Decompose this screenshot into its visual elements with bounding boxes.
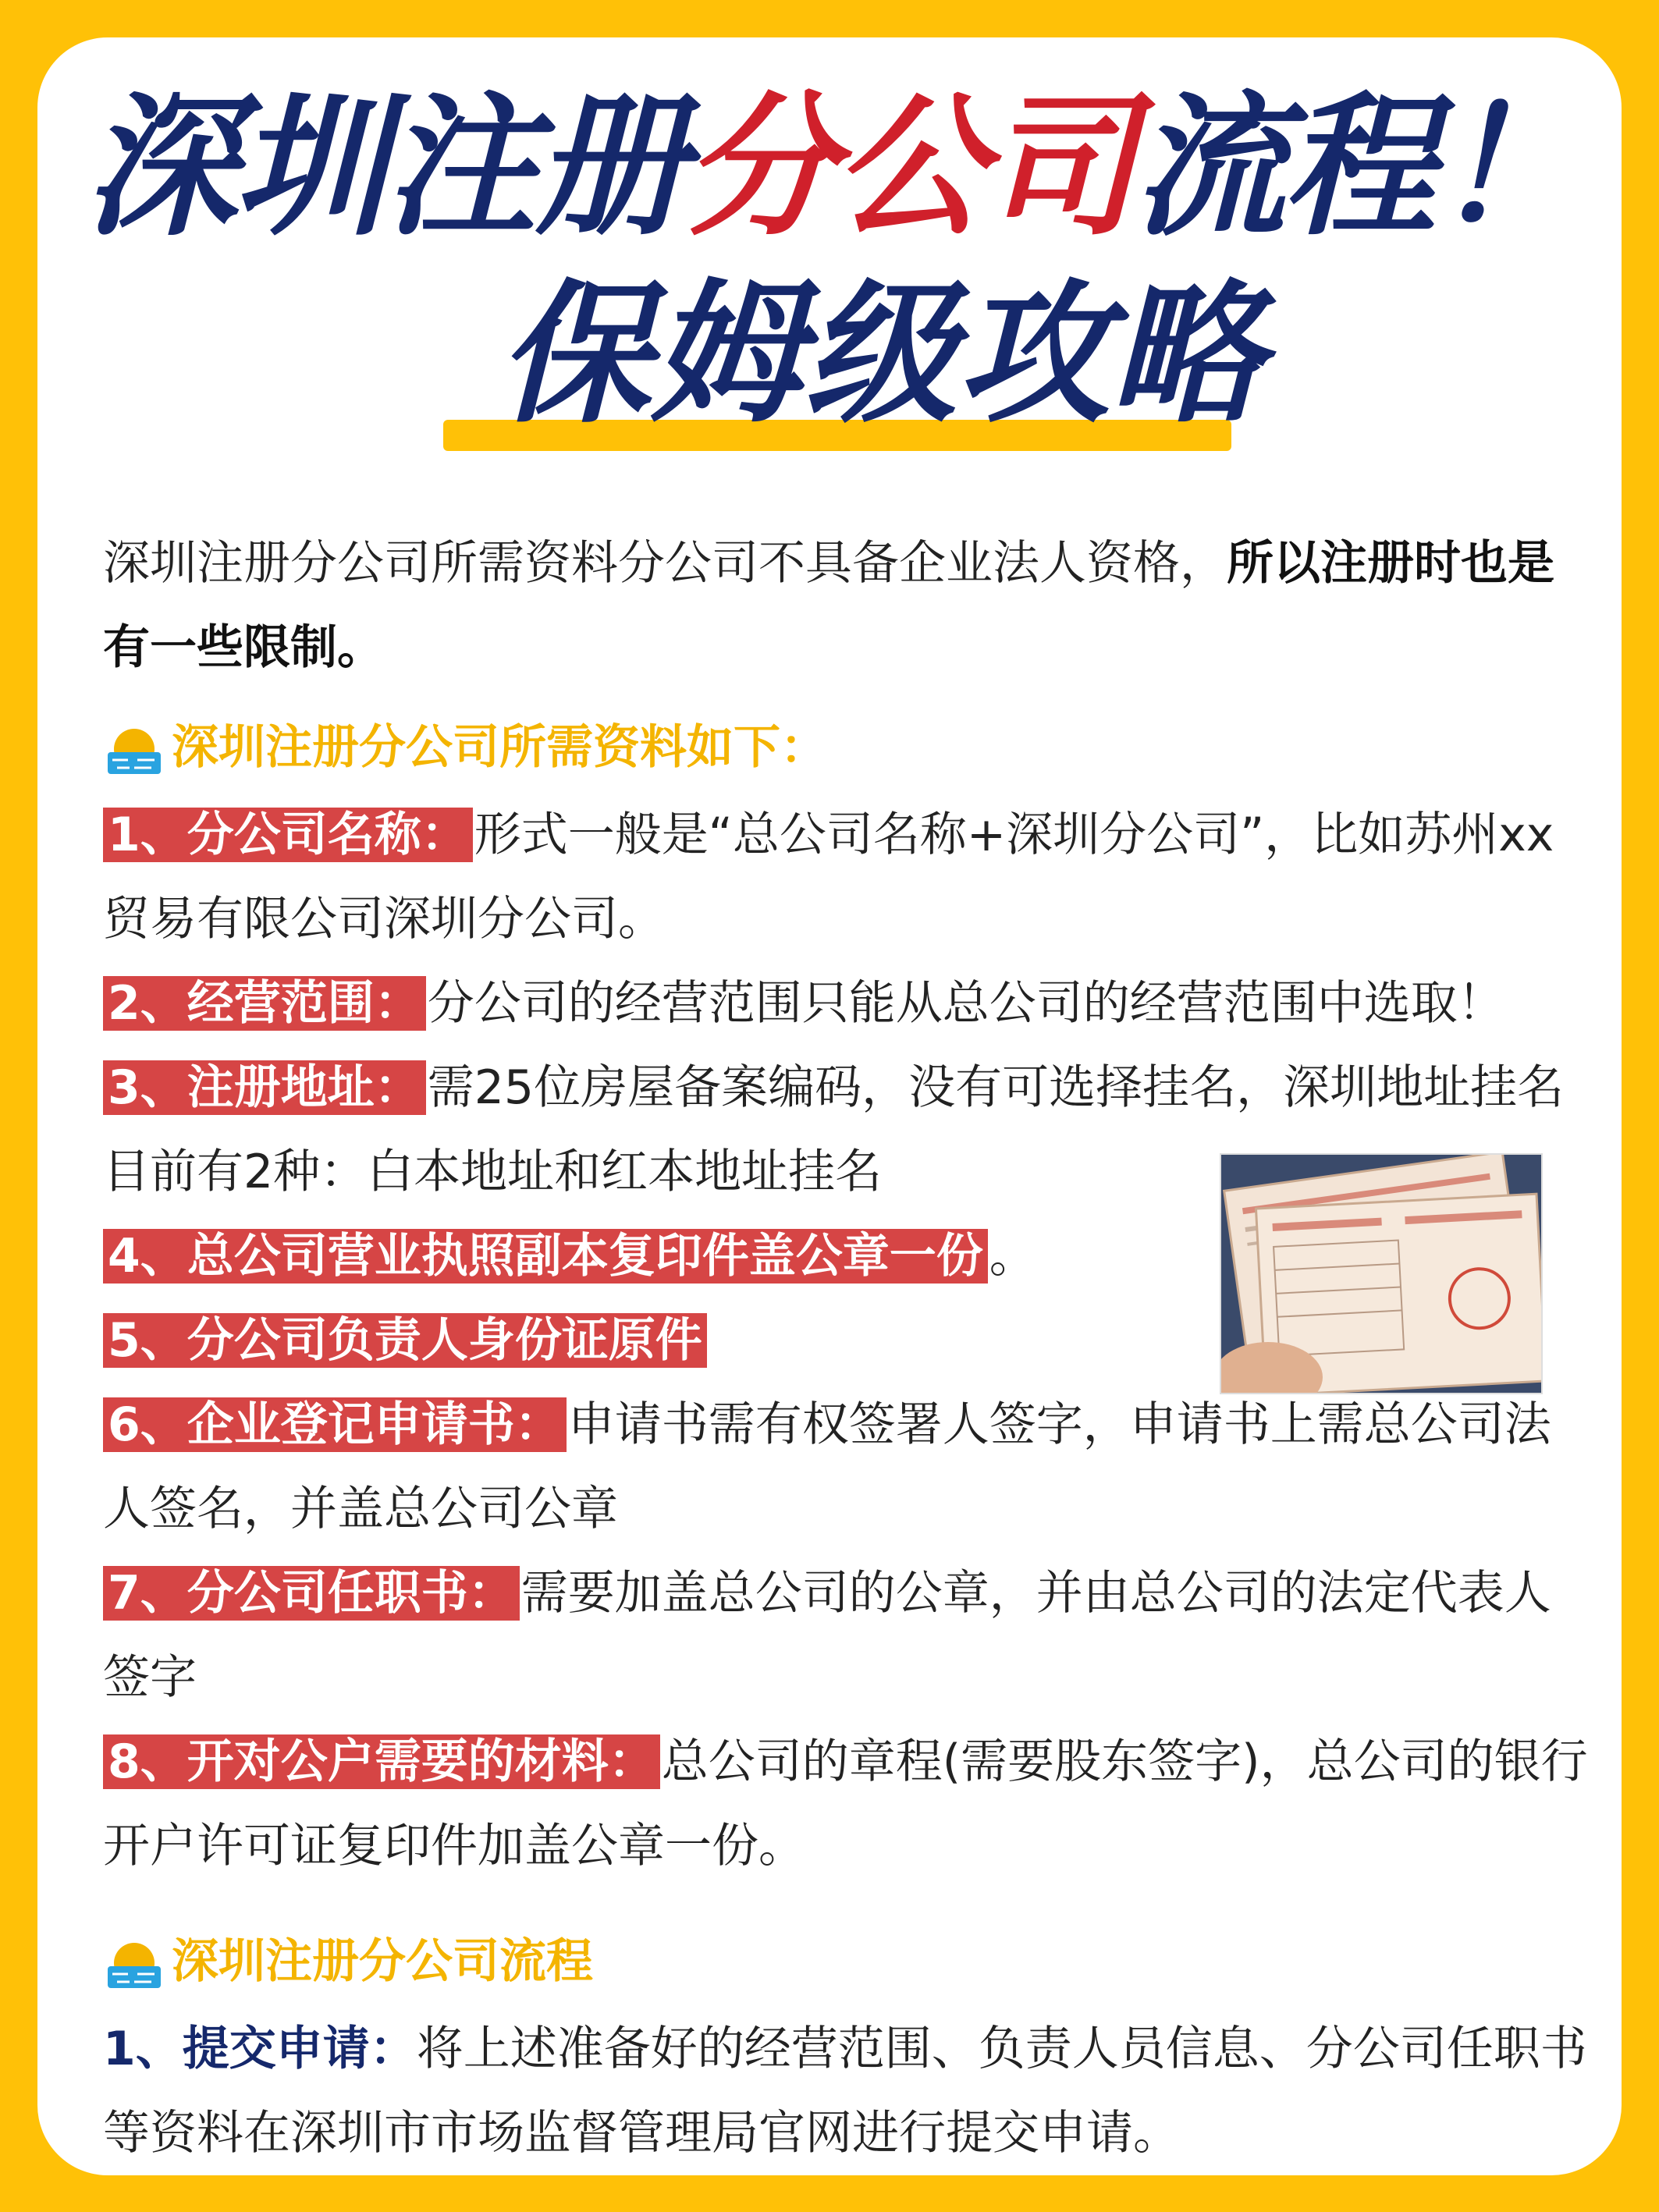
main-title-line2-wrap [443, 266, 1263, 444]
requirement-item-5 [103, 1298, 1593, 1383]
requirement-label: 2、经营范围： [103, 976, 426, 1031]
requirement-label: 8、开对公户需要的材料： [103, 1734, 660, 1789]
requirement-item-6 [103, 1383, 1593, 1551]
title-highlight: 分公司 [684, 79, 1134, 257]
requirement-text: 需25位房屋备案编码，没有可选择挂名，深圳地址挂名目前有2种：白本地址和红本地址挂名 [103, 1060, 1565, 1199]
process-step-1 [103, 2007, 1593, 2175]
requirement-text: 分公司的经营范围只能从总公司的经营范围中选取！ [427, 976, 1504, 1031]
main-title-line1 [84, 79, 1614, 257]
requirement-label: 7、分公司任职书： [103, 1566, 520, 1621]
section2-heading [103, 1919, 1593, 2004]
requirement-label: 6、企业登记申请书： [103, 1397, 567, 1452]
requirement-label: 3、注册地址： [103, 1060, 426, 1115]
section1-heading [103, 705, 1593, 790]
requirement-label: 4、总公司营业执照副本复印件盖公章一份 [103, 1229, 988, 1284]
title-part1: 深圳注册 [84, 79, 684, 257]
intro-bold-text: 所以注册时也是有一些限制。 [103, 536, 1554, 675]
requirement-text: 需要加盖总公司的公章，并由总公司的法定代表人签字 [103, 1566, 1551, 1705]
requirement-text: 总公司的章程(需要股东签字)，总公司的银行开户许可证复印件加盖公章一份。 [103, 1734, 1588, 1873]
sunset-icon [103, 1930, 165, 1993]
section1-heading-text: 深圳注册分公司所需资料如下： [172, 720, 827, 775]
process-step-label: 1、提交申请： [103, 2022, 417, 2076]
requirement-item-2 [103, 961, 1593, 1046]
requirement-item-8 [103, 1720, 1593, 1888]
content-card [37, 37, 1622, 2175]
requirement-item-4 [103, 1214, 1593, 1298]
requirement-label: 1、分公司名称： [103, 808, 473, 862]
main-title-line2: 保姆级攻略 [498, 266, 1263, 444]
requirement-text: 申请书需有权签署人签字，申请书上需总公司法人签名，并盖总公司公章 [103, 1397, 1551, 1536]
requirement-text: 形式一般是“总公司名称+深圳分公司”，比如苏州xx贸易有限公司深圳分公司。 [103, 808, 1554, 946]
title-part2: 流程！ [1133, 79, 1583, 257]
section2-heading-text: 深圳注册分公司流程 [172, 1934, 593, 1989]
intro-paragraph [103, 521, 1593, 690]
article-body [103, 521, 1593, 2175]
requirement-item-7 [103, 1551, 1593, 1720]
requirement-label: 5、分公司负责人身份证原件 [103, 1313, 707, 1368]
intro-text: 深圳注册分公司所需资料分公司不具备企业法人资格， [103, 536, 1227, 591]
requirement-text: 。 [989, 1229, 1036, 1284]
process-step-text: 将上述准备好的经营范围、负责人员信息、分公司任职书等资料在深圳市市场监督管理局官网进行提交申请。 [103, 2022, 1587, 2161]
requirement-item-1 [103, 793, 1593, 961]
requirement-item-3 [103, 1046, 1593, 1214]
sunset-icon [103, 716, 165, 779]
